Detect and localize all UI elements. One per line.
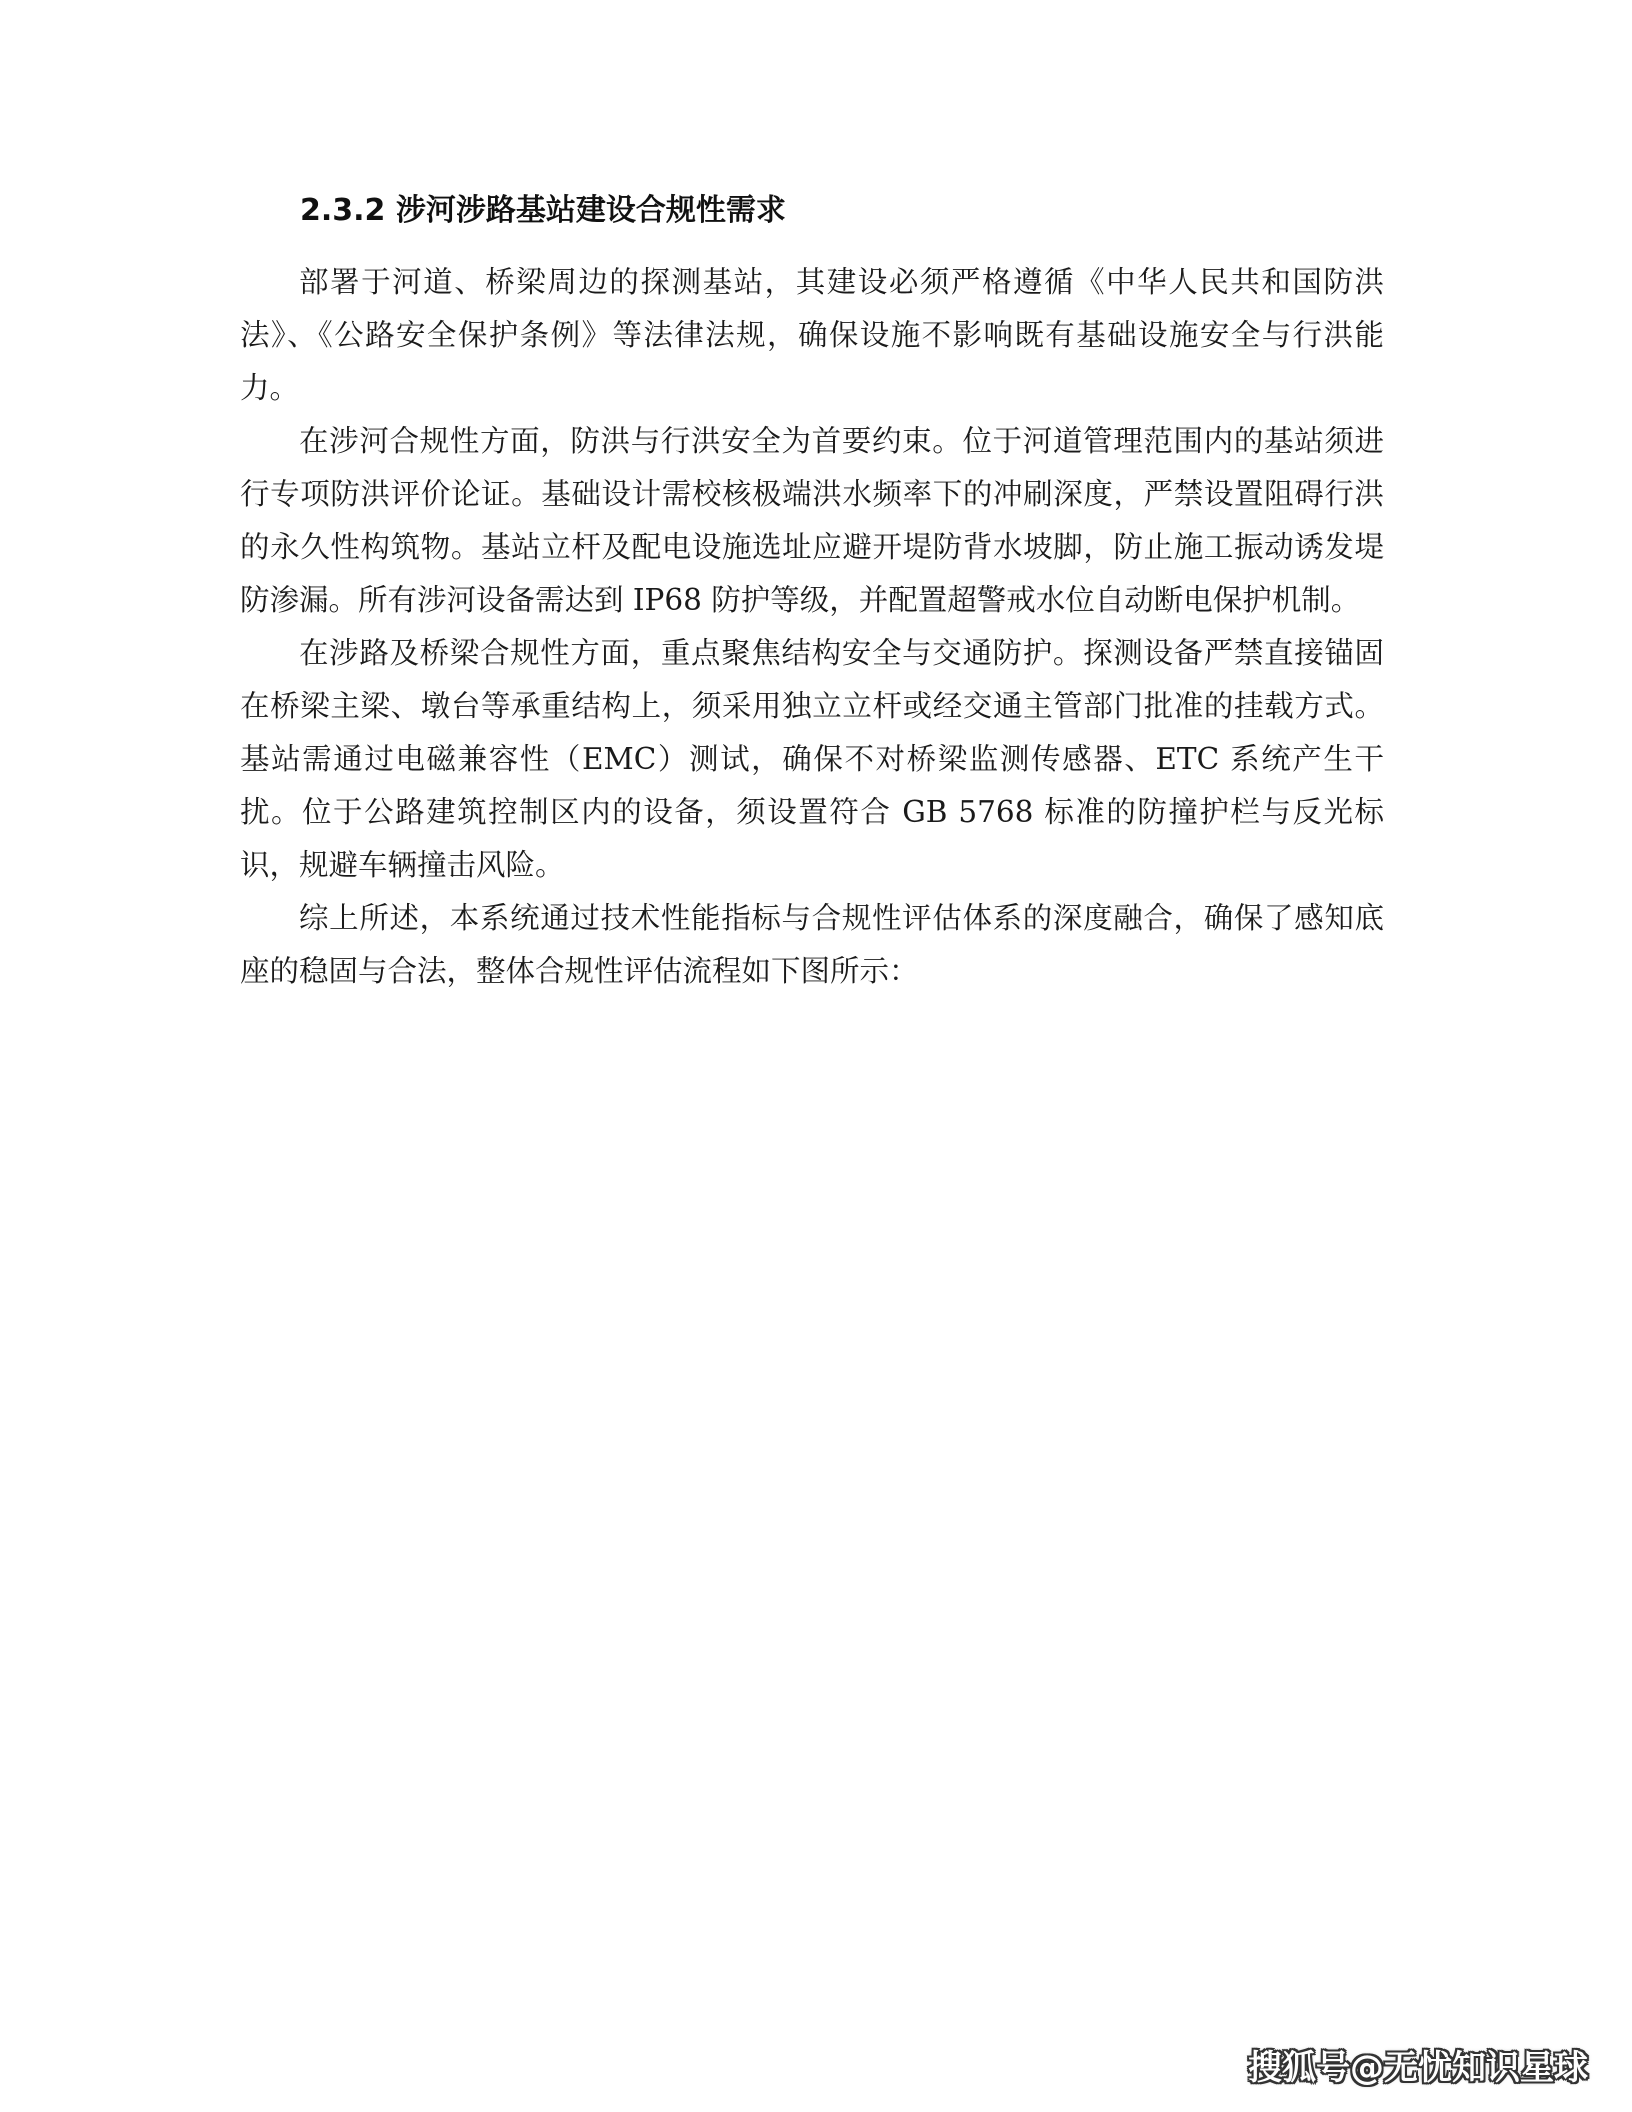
paragraph-2: 在涉河合规性方面，防洪与行洪安全为首要约束。位于河道管理范围内的基站须进行专项防洪评价论证。基础设计需校核极端洪水频率下的冲刷深度，严禁设置阻碍行洪的永久性构筑物。基站立杆及配电设施选址应避开堤防背水坡脚，防止施工振动诱发堤防渗漏。所有涉河设备需达到 IP68 防护等级，并配置超警戒水位自动断电保护机制。 [240, 424, 1384, 617]
paragraph-3: 在涉路及桥梁合规性方面，重点聚焦结构安全与交通防护。探测设备严禁直接锚固在桥梁主梁、墩台等承重结构上，须采用独立立杆或经交通主管部门批准的挂载方式。基站需通过电磁兼容性（EMC）测试，确保不对桥梁监测传感器、ETC 系统产生干扰。位于公路建筑控制区内的设备，须设置符合 GB 5768 标准的防撞护栏与反光标识，规避车辆撞击风险。 [240, 636, 1384, 882]
paragraph-1: 部署于河道、桥梁周边的探测基站，其建设必须严格遵循《中华人民共和国防洪法》、《公路安全保护条例》等法律法规，确保设施不影响既有基础设施安全与行洪能力。 [240, 265, 1384, 405]
watermark: 搜狐号@无忧知识星球 [1248, 2048, 1588, 2088]
section-heading: 2.3.2 涉河涉路基站建设合规性需求 [300, 193, 786, 228]
paragraph-4: 综上所述，本系统通过技术性能指标与合规性评估体系的深度融合，确保了感知底座的稳固与合法，整体合规性评估流程如下图所示： [240, 901, 1384, 988]
body-text [240, 256, 1384, 998]
